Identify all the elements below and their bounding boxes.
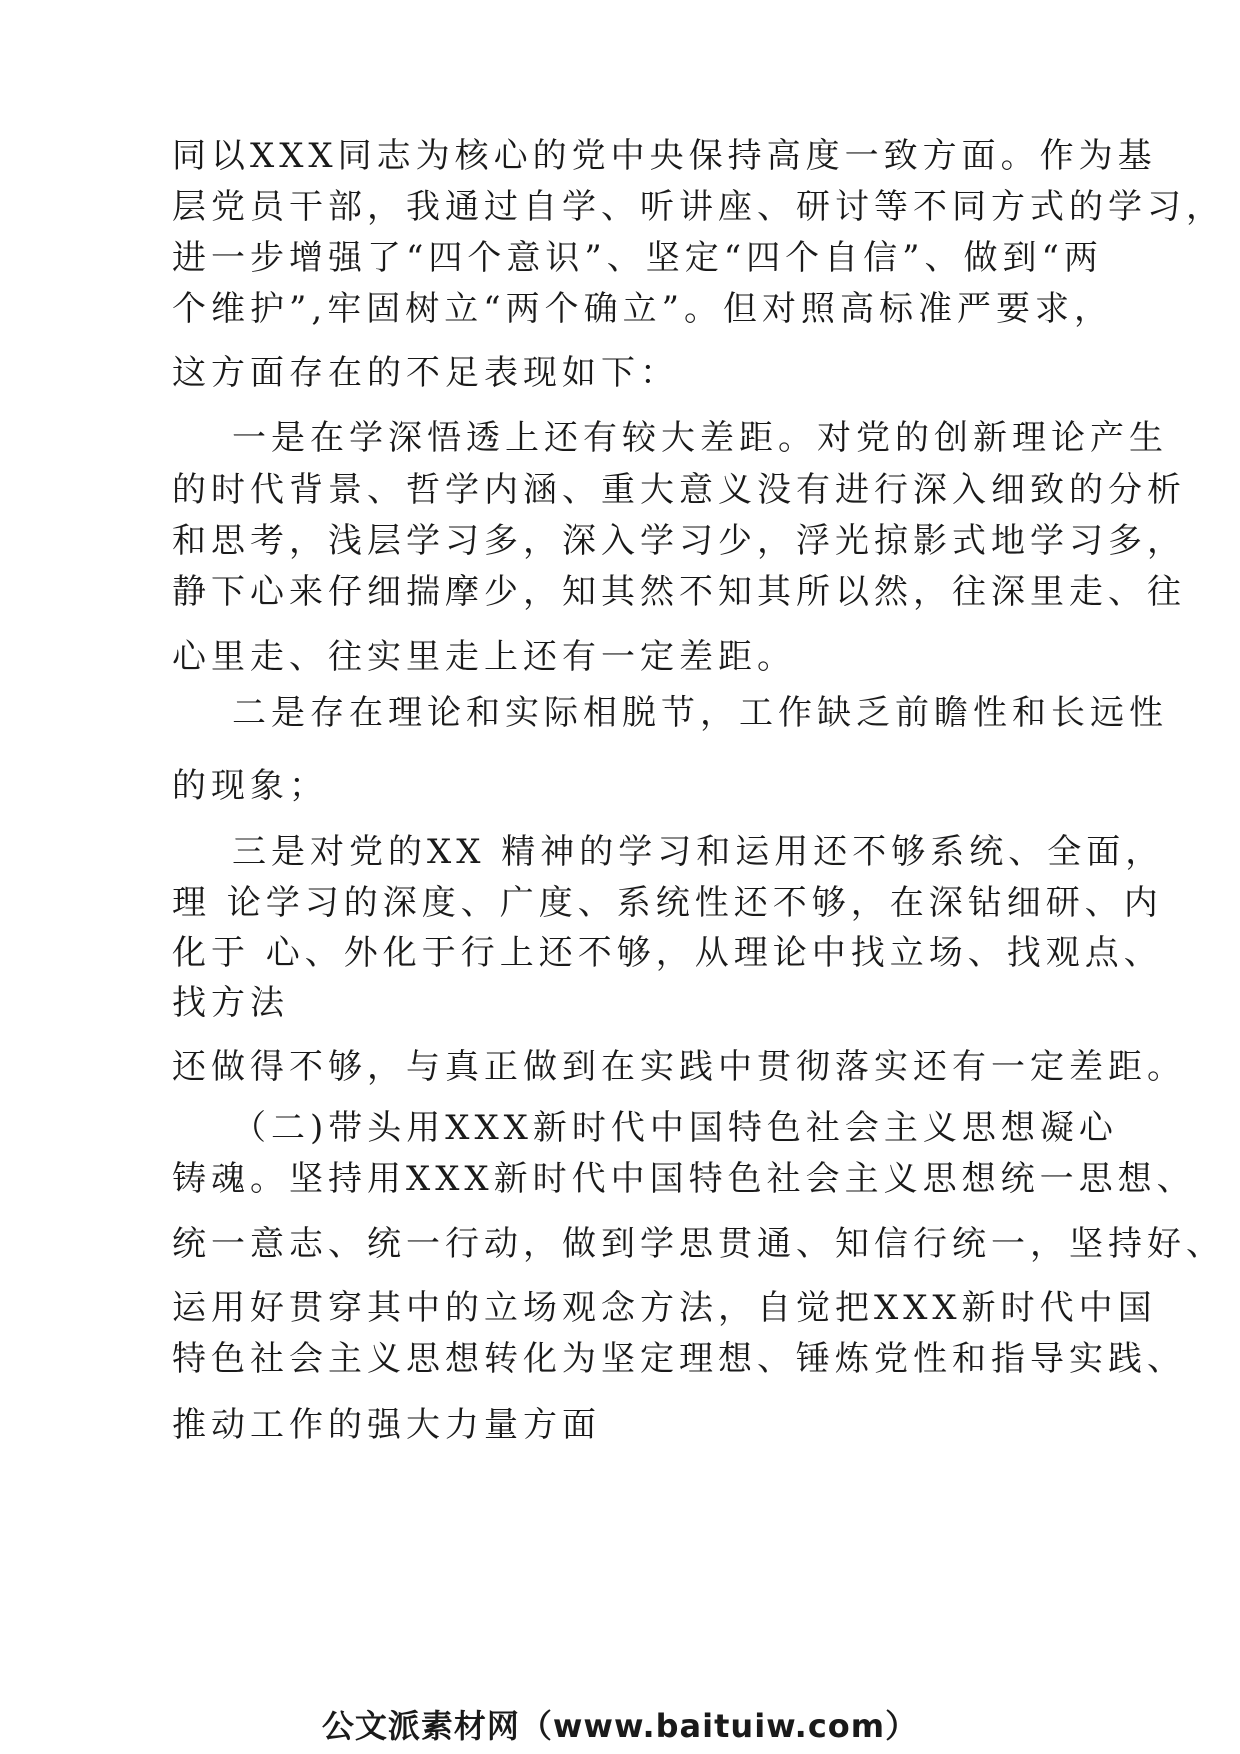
body-text-line: 的时代背景、哲学内涵、重大意义没有进行深入细致的分析	[172, 470, 1186, 510]
body-text-line: 的现象；	[172, 766, 328, 806]
body-text-line: 同以XXX同志为核心的党中央保持高度一致方面。作为基	[172, 136, 1157, 176]
body-text-line: 层党员干部，我通过自学、听讲座、研讨等不同方式的学习，	[172, 187, 1225, 227]
paragraph-start-line: 二是存在理论和实际相脱节，工作缺乏前瞻性和长远性	[232, 693, 1168, 733]
footer-source-text: 公文派素材网（www.baituiw.com）	[321, 1707, 919, 1745]
body-text-line: 和思考，浅层学习多，深入学习少，浮光掠影式地学习多，	[172, 521, 1186, 561]
body-text-line: 推动工作的强大力量方面	[172, 1405, 601, 1445]
section-heading-line: （二)带头用XXX新时代中国特色社会主义思想凝心	[232, 1108, 1118, 1148]
body-text-line: 理 论学习的深度、广度、系统性还不够，在深钻细研、内	[172, 883, 1163, 923]
body-text-line: 静下心来仔细揣摩少，知其然不知其所以然，往深里走、往	[172, 572, 1186, 612]
body-text-line: 找方法	[172, 983, 289, 1023]
body-text-line: 还做得不够，与真正做到在实践中贯彻落实还有一定差距。	[172, 1047, 1186, 1087]
body-text-line: 统一意志、统一行动，做到学思贯通、知信行统一，坚持好、	[172, 1224, 1225, 1264]
body-text-line: 铸魂。坚持用XXX新时代中国特色社会主义思想统一思想、	[172, 1159, 1196, 1199]
body-text-line: 进一步增强了“四个意识”、坚定“四个自信”、做到“两	[172, 238, 1103, 278]
body-text-line: 特色社会主义思想转化为坚定理想、锤炼党性和指导实践、	[172, 1339, 1186, 1379]
body-text-line: 心里走、往实里走上还有一定差距。	[172, 637, 796, 677]
paragraph-start-line: 一是在学深悟透上还有较大差距。对党的创新理论产生	[232, 418, 1168, 458]
body-text-line: 这方面存在的不足表现如下：	[172, 353, 679, 393]
body-text-line: 运用好贯穿其中的立场观念方法，自觉把XXX新时代中国	[172, 1288, 1157, 1328]
body-text-line: 化于 心、外化于行上还不够，从理论中找立场、找观点、	[172, 933, 1163, 973]
paragraph-start-line: 三是对党的XX 精神的学习和运用还不够系统、全面，	[232, 832, 1165, 872]
body-text-line: 个维护”,牢固树立“两个确立”。但对照高标准严要求，	[172, 289, 1113, 329]
